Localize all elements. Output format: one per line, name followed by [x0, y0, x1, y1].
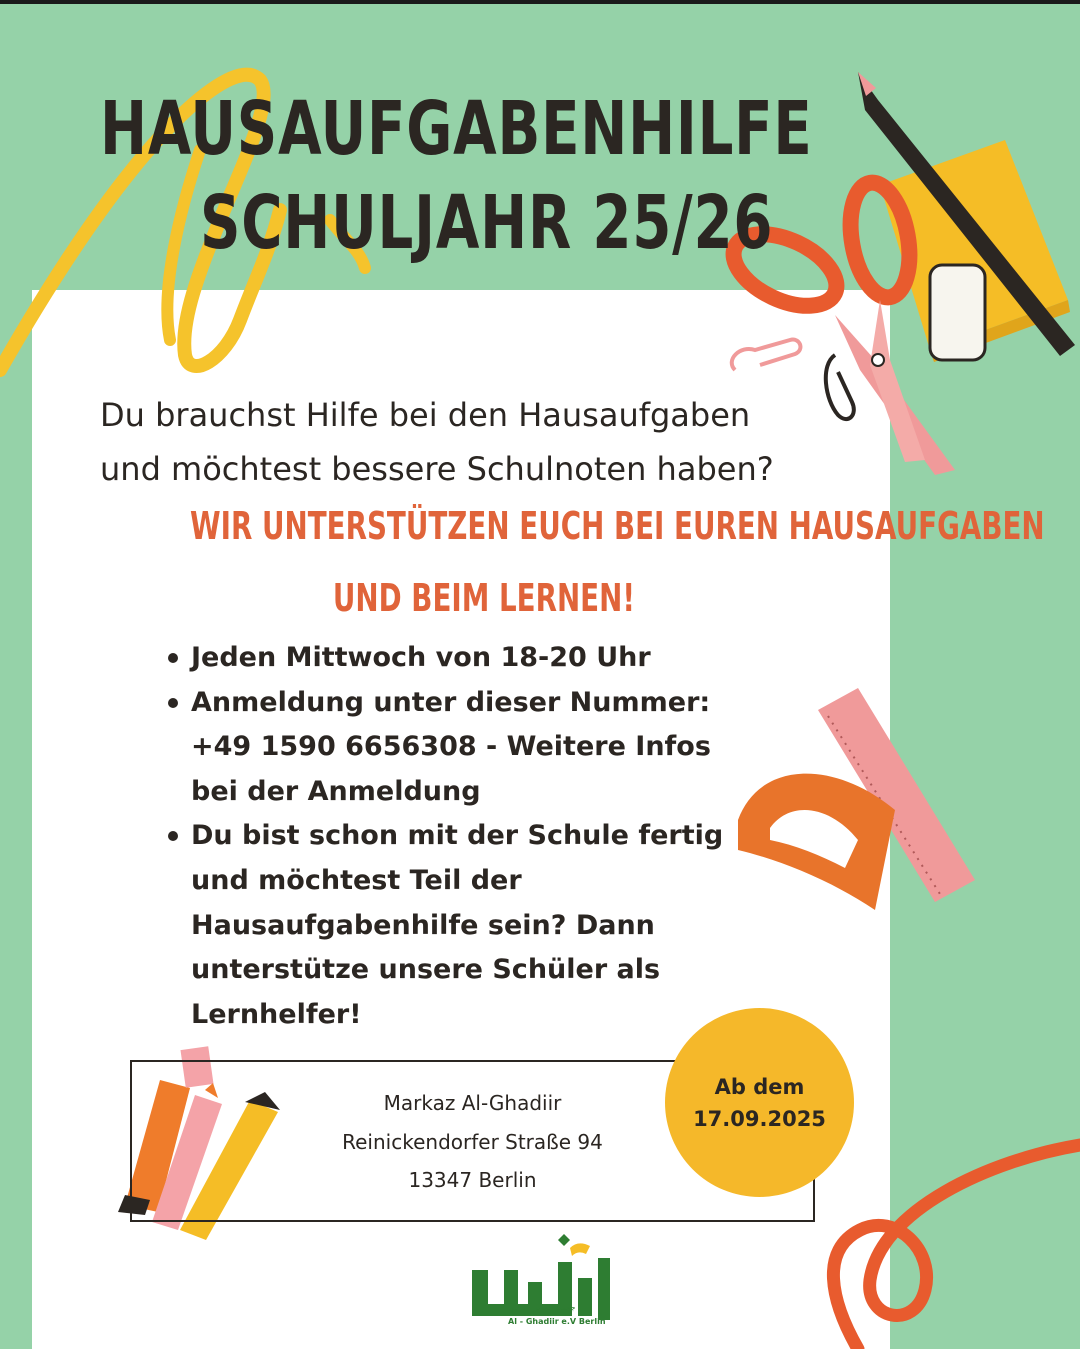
details-list [160, 636, 740, 1037]
address-street: Reinickendorfer Straße 94 [342, 1129, 603, 1154]
intro-question-line2: und möchtest bessere Schulnoten haben? [100, 450, 774, 488]
slogan-line2 [32, 576, 936, 620]
intro-question-line1: Du brauchst Hilfe bei den Hausaufgaben [100, 396, 751, 434]
start-date-value: 17.09.2025 [693, 1106, 826, 1131]
bullet-icon [168, 653, 178, 663]
page-title-line2: SCHULJAHR 25/26 [200, 180, 774, 266]
address-city: 13347 Berlin [408, 1168, 537, 1192]
start-date-label: Ab dem [714, 1074, 805, 1099]
address [300, 1084, 645, 1200]
list-item-text: Du bist schon mit der Schule fertig und möchtest Teil der Hausaufgabenhilfe sein? Dann unterstütze unsere Schüler als Lernhelfer! [191, 820, 724, 1030]
list-item-volunteer [160, 814, 740, 1037]
slogan-line1-text: WIR UNTERSTÜTZEN EUCH BEI EUREN HAUSAUFGABEN [190, 504, 1045, 548]
intro-question [100, 388, 860, 496]
pencil-icon [858, 72, 1075, 356]
top-border [0, 0, 1080, 4]
address-name: Markaz Al-Ghadiir [383, 1091, 562, 1115]
page-title-line1: HAUSAUFGABENHILFE [100, 86, 813, 172]
logo-arabic-caption: جمعية الغدير - برلين [508, 1303, 576, 1312]
logo-latin-caption: Al - Ghadiir e.V Berlin [508, 1317, 606, 1326]
list-item-registration [160, 681, 740, 815]
list-item-schedule [160, 636, 740, 681]
bullet-icon [168, 831, 178, 841]
list-item-text: Anmeldung unter dieser Nummer: +49 1590 6656308 - Weitere Infos bei der Anmeldung [191, 686, 711, 807]
notebook-icon [880, 140, 1070, 362]
start-date-badge [665, 1008, 854, 1197]
list-item-text: Jeden Mittwoch von 18-20 Uhr [191, 642, 651, 673]
slogan-line1 [32, 504, 1045, 548]
slogan-line2-text: UND BEIM LERNEN! [332, 576, 636, 620]
bullet-icon [168, 698, 178, 708]
